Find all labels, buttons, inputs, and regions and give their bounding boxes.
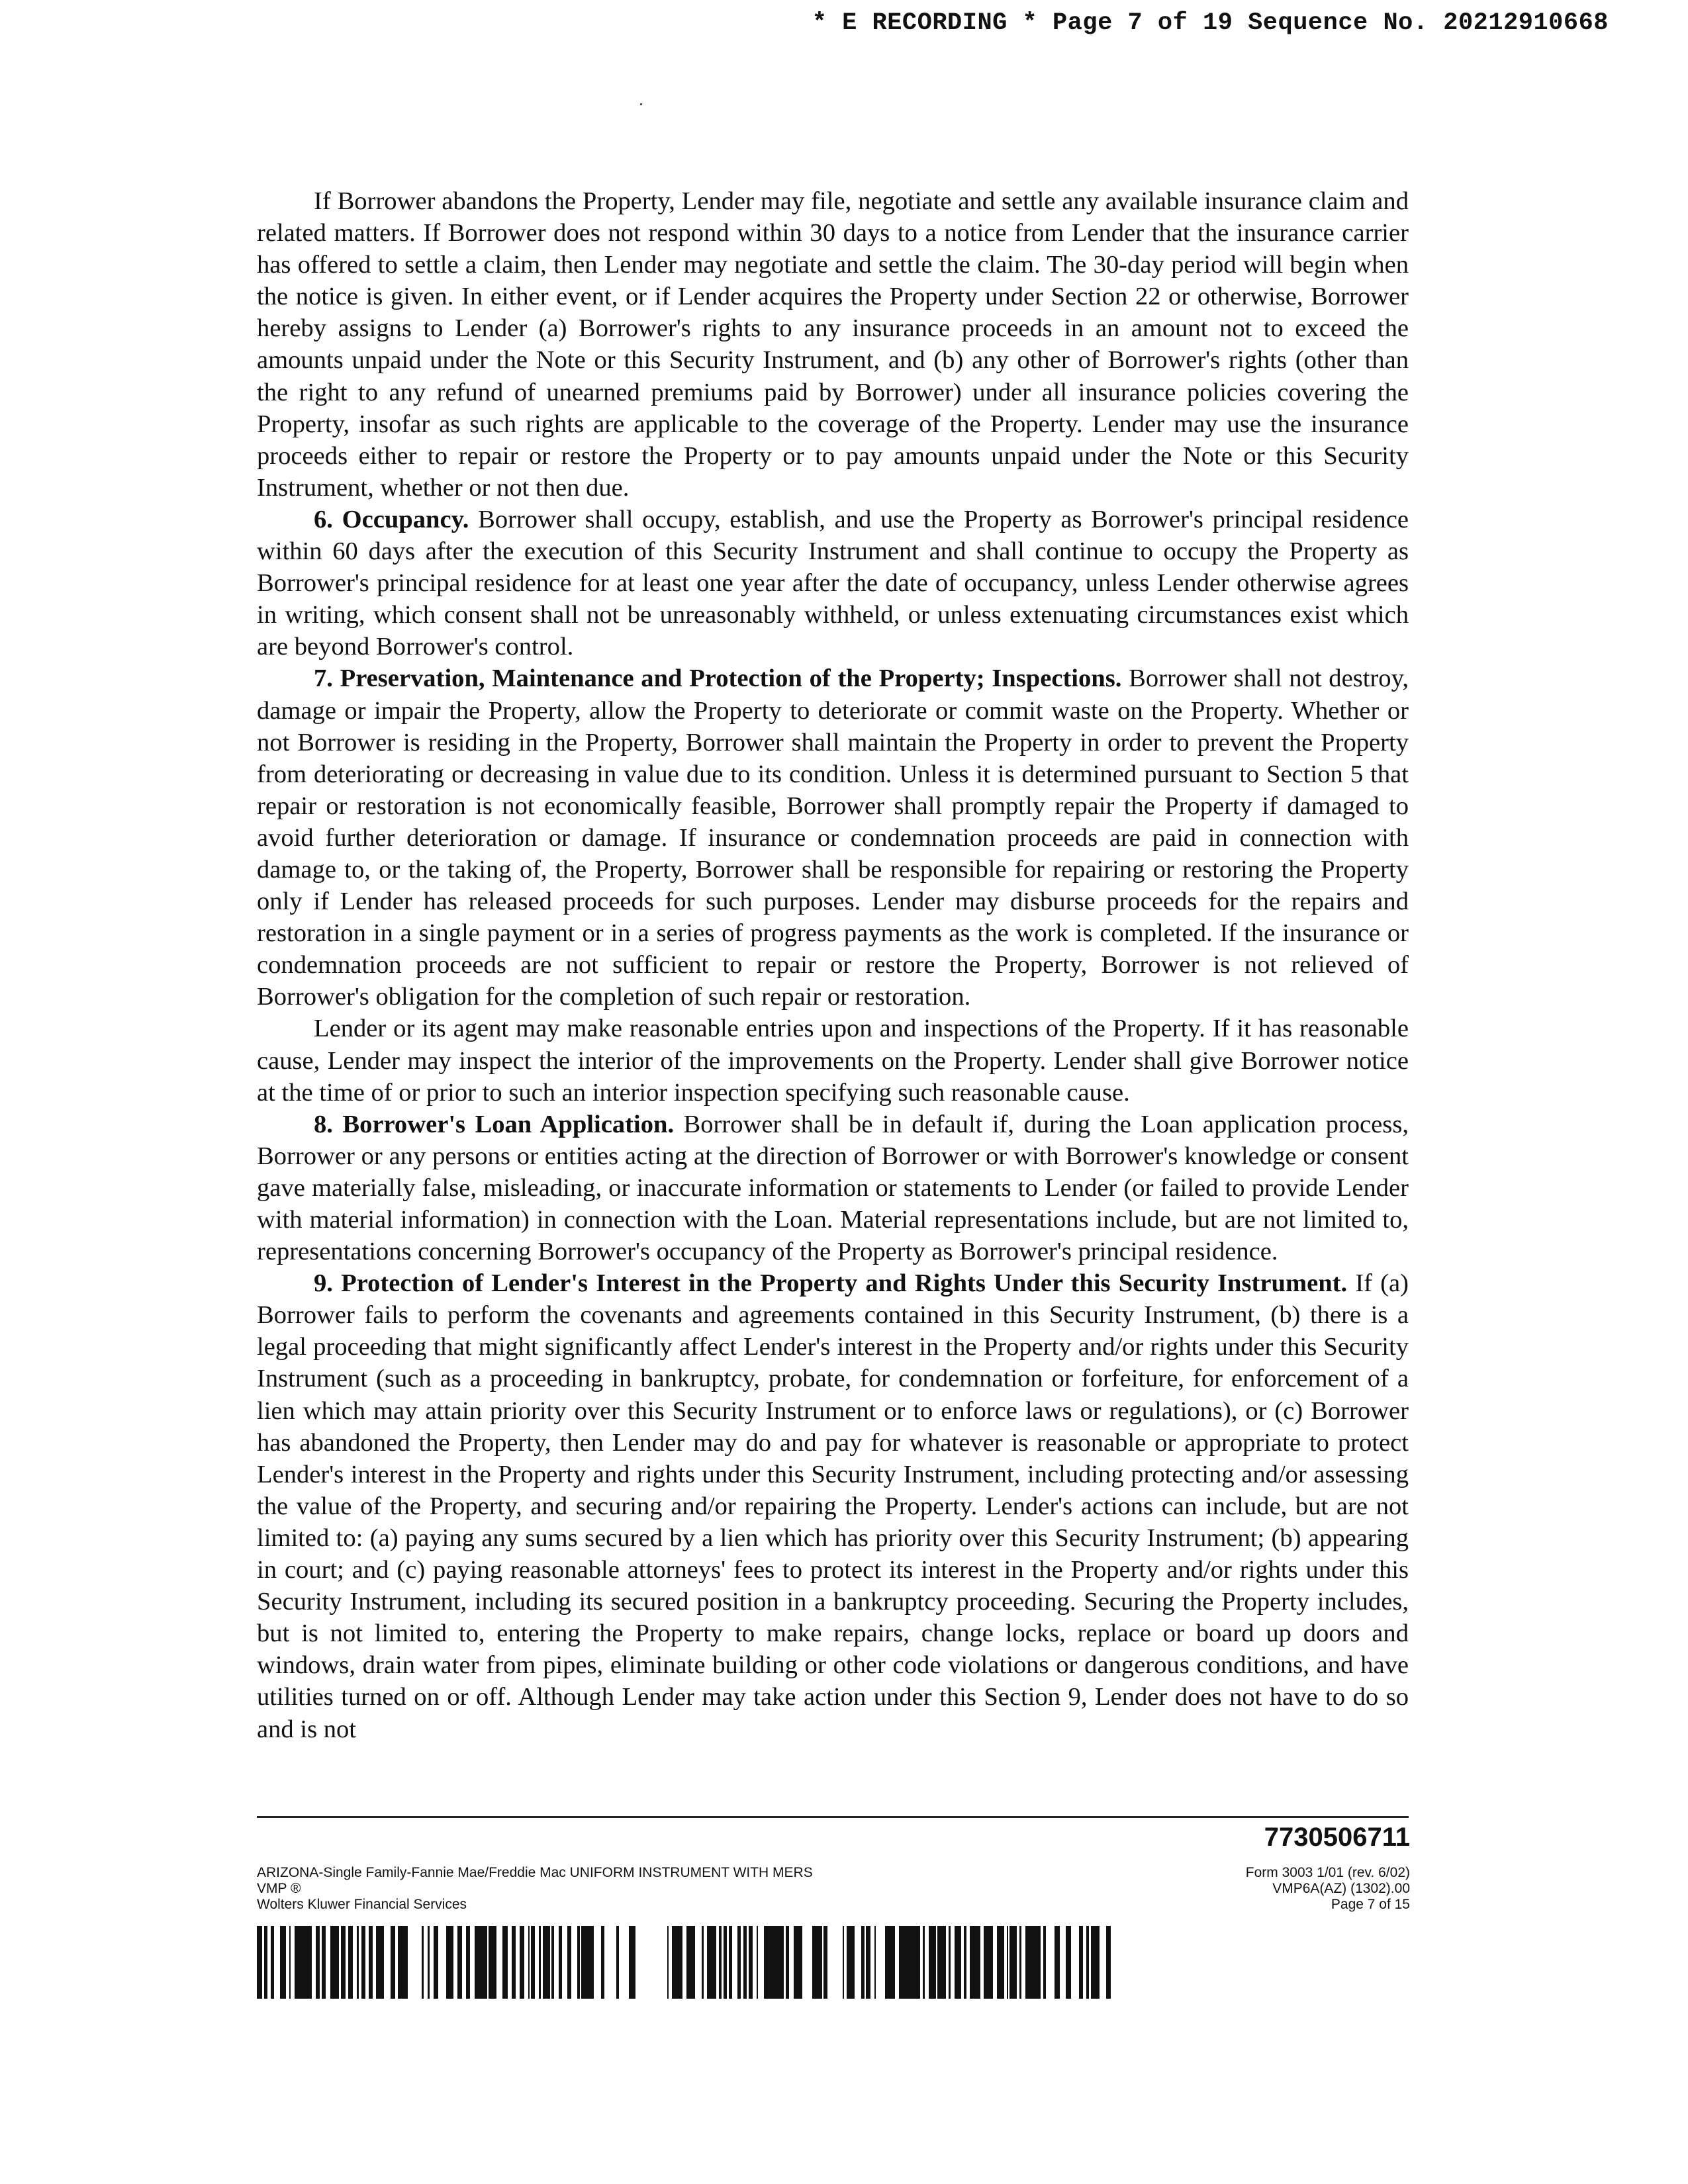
barcode-bar	[592, 1926, 594, 1999]
barcode-bar	[531, 1926, 535, 1999]
barcode-bar	[539, 1926, 541, 1999]
barcode-bar	[702, 1926, 704, 1999]
barcode-bar	[986, 1926, 990, 1999]
barcode-bar	[632, 1926, 635, 1999]
barcode-bar	[816, 1926, 819, 1999]
footer-divider	[257, 1816, 1409, 1818]
barcode-bar	[1066, 1926, 1067, 1999]
barcode-bar	[899, 1926, 903, 1999]
barcode-bar	[512, 1926, 516, 1999]
barcode-bar	[357, 1926, 359, 1999]
barcode-bar	[1106, 1926, 1109, 1999]
barcode-bar	[567, 1926, 571, 1999]
barcode-bar	[504, 1926, 508, 1999]
barcode-bar	[1091, 1926, 1092, 1999]
barcode-bar	[1043, 1926, 1046, 1999]
barcode-bar	[774, 1926, 778, 1999]
barcode-bar	[1000, 1926, 1004, 1999]
barcode-bar	[823, 1926, 825, 1999]
barcode-bar	[1029, 1926, 1032, 1999]
barcode-bar	[750, 1926, 753, 1999]
barcode-bar	[767, 1926, 771, 1999]
barcode-bar	[843, 1926, 844, 1999]
barcode-bar	[976, 1926, 977, 1999]
barcode-bar	[280, 1926, 282, 1999]
barcode-bar	[729, 1926, 732, 1999]
form-identifier	[1246, 1865, 1410, 1913]
barcode-bar	[494, 1926, 496, 1999]
barcode-bar	[428, 1926, 430, 1999]
barcode-bar	[798, 1926, 802, 1999]
barcode-bar	[913, 1926, 914, 1999]
barcode-bar	[970, 1926, 972, 1999]
barcode-bar	[1038, 1926, 1041, 1999]
barcode-bar	[322, 1926, 324, 1999]
form-number: Form 3003 1/01 (rev. 6/02)	[1245, 1865, 1410, 1880]
barcode-bar	[406, 1926, 408, 1999]
barcode-bar	[528, 1926, 530, 1999]
barcode-bar	[861, 1926, 865, 1999]
barcode-bar	[352, 1926, 353, 1999]
form-title: ARIZONA-Single Family-Fannie Mae/Freddie Mac UNIFORM INSTRUMENT WITH MERS	[257, 1865, 813, 1880]
barcode-bar	[522, 1926, 524, 1999]
document-body	[257, 185, 1409, 1745]
barcode-bar	[851, 1926, 855, 1999]
barcode-bar	[581, 1926, 585, 1999]
barcode-bar	[866, 1926, 867, 1999]
barcode-bar	[923, 1926, 925, 1999]
barcode-bar	[589, 1926, 592, 1999]
barcode-bar	[341, 1926, 342, 1999]
barcode-bar	[489, 1926, 491, 1999]
barcode-bar	[675, 1926, 679, 1999]
barcode-bar	[885, 1926, 889, 1999]
barcode-bar	[616, 1926, 619, 1999]
publisher: Wolters Kluwer Financial Services	[257, 1897, 467, 1912]
barcode-bar	[972, 1926, 976, 1999]
barcode-bar	[551, 1926, 554, 1999]
barcode-bar	[446, 1926, 449, 1999]
barcode-bar	[403, 1926, 406, 1999]
barcode-bar	[1067, 1926, 1071, 1999]
barcode-bar	[867, 1926, 870, 1999]
barcode-bar	[794, 1926, 797, 1999]
scan-speck	[640, 103, 642, 105]
barcode-bar	[559, 1926, 560, 1999]
barcode-bar	[1096, 1926, 1100, 1999]
barcode-bar	[771, 1926, 774, 1999]
barcode-bar	[847, 1926, 851, 1999]
barcode-bar	[977, 1926, 979, 1999]
barcode-bar	[393, 1926, 395, 1999]
barcode-bar	[324, 1926, 326, 1999]
barcode-bar	[543, 1926, 546, 1999]
barcode-bar	[457, 1926, 460, 1999]
barcode-bar	[310, 1926, 312, 1999]
barcode-bar	[1094, 1926, 1096, 1999]
barcode-bar	[780, 1926, 784, 1999]
barcode-bar	[825, 1926, 827, 1999]
barcode-bar	[1079, 1926, 1083, 1999]
barcode-bar	[282, 1926, 284, 1999]
paragraph-inspections: Lender or its agent may make reasonable entries upon and inspections of the Property. If it has reasonable cause, Lender may inspect the interior of the improvements on the Property. Lender shall give Borrower notice at the time of or prior to such an interior inspection specifying such reasonable cause.	[257, 1015, 1409, 1107]
barcode-bar	[707, 1926, 710, 1999]
barcode-bar	[910, 1926, 913, 1999]
barcode-bar	[1109, 1926, 1111, 1999]
section-heading: 6. Occupancy.	[314, 505, 469, 533]
paragraph-occupancy: 6. Occupancy. Borrower shall occupy, establish, and use the Property as Borrower's principal residence within 60 days after the execution of this Security Instrument and shall continue to occupy the Property as Borrower's principal residence for at least one year after the date of occupancy, unless Lender otherwise agrees in writing, which consent shall not be unreasonably withheld, or unless extenuating circumstances exist which are beyond Borrower's control.	[257, 505, 1409, 661]
barcode-bar	[672, 1926, 675, 1999]
barcode-bar	[398, 1926, 401, 1999]
section-heading: 9. Protection of Lender's Interest in the Property and Rights Under this Security Instrument.	[314, 1269, 1348, 1298]
barcode-bar	[1086, 1926, 1088, 1999]
form-description	[257, 1865, 813, 1913]
barcode-bar	[937, 1926, 941, 1999]
barcode-bar	[958, 1926, 961, 1999]
barcode-bar	[478, 1926, 479, 1999]
loan-number: 7730506711	[1264, 1823, 1410, 1852]
barcode-bar	[1013, 1926, 1017, 1999]
barcode-bar	[629, 1926, 632, 1999]
barcode-bar	[797, 1926, 798, 1999]
barcode-bar	[819, 1926, 822, 1999]
barcode-bar	[903, 1926, 907, 1999]
barcode-bar	[266, 1926, 267, 1999]
barcode-bar	[929, 1926, 933, 1999]
barcode-bar	[422, 1926, 424, 1999]
section-heading: 7. Preservation, Maintenance and Protection of the Property; Inspections.	[314, 664, 1122, 693]
barcode-bar	[693, 1926, 695, 1999]
barcode-bar	[1025, 1926, 1029, 1999]
barcode-bar	[984, 1926, 986, 1999]
barcode-bar	[1019, 1926, 1021, 1999]
barcode-bar	[933, 1926, 936, 1999]
barcode-bar	[601, 1926, 604, 1999]
barcode-bar	[284, 1926, 286, 1999]
barcode-bar	[667, 1926, 669, 1999]
barcode-bar	[342, 1926, 346, 1999]
barcode-bar	[778, 1926, 780, 1999]
barcode-bar	[560, 1926, 562, 1999]
barcode-bar	[369, 1926, 373, 1999]
paragraph-preservation: 7. Preservation, Maintenance and Protection of the Property; Inspections. Borrower shall not destroy, damage or impair the Property, allow the Property to deteriorate or commit waste on the Property. Whether or not Borrower is residing in the Property, Borrower shall maintain the Property in order to prevent the Property from deteriorating or decreasing in value due to its condition. Unless it is determined pursuant to Section 5 that repair or restoration is not economically feasible, Borrower shall promptly repair the Property if damaged to avoid further deterioration or damage. If insurance or condemnation proceeds are paid in connection with damage to, or the taking of, the Property, Borrower shall be responsible for repairing or restoring the Property only if Lender has released proceeds for such purposes. Lender may disburse proceeds for the repairs and restoration in a single payment or in a series of progress payments as the work is completed. If the insurance or condemnation proceeds are not sufficient to repair or restore the Property, Borrower is not relieved of Borrower's obligation for the completion of such repair or restoration.	[257, 664, 1409, 1011]
barcode-bar	[333, 1926, 336, 1999]
barcode-bar	[907, 1926, 910, 1999]
barcode-bar	[710, 1926, 713, 1999]
barcode-bar	[949, 1926, 951, 1999]
barcode-bar	[502, 1926, 504, 1999]
barcode-bar	[786, 1926, 789, 1999]
barcode-bar	[261, 1926, 262, 1999]
vmp-mark: VMP ®	[257, 1881, 301, 1896]
barcode-bar	[295, 1926, 297, 1999]
form-page-number: Page 7 of 15	[1331, 1897, 1410, 1912]
barcode-bar	[918, 1926, 920, 1999]
barcode-bar	[719, 1926, 722, 1999]
barcode-bar	[520, 1926, 522, 1999]
barcode-bar	[964, 1926, 965, 1999]
barcode-bar	[941, 1926, 944, 1999]
barcode-bar	[316, 1926, 318, 1999]
barcode-bar	[749, 1926, 750, 1999]
barcode	[257, 1926, 1111, 1999]
barcode-bar	[1032, 1926, 1036, 1999]
barcode-bar	[688, 1926, 691, 1999]
barcode-bar	[1088, 1926, 1089, 1999]
barcode-bar	[743, 1926, 747, 1999]
barcode-bar	[1055, 1926, 1058, 1999]
barcode-bar	[391, 1926, 393, 1999]
barcode-bar	[1092, 1926, 1094, 1999]
barcode-bar	[379, 1926, 382, 1999]
barcode-bar	[679, 1926, 682, 1999]
form-code: VMP6A(AZ) (1302).00	[1272, 1881, 1410, 1896]
barcode-bar	[304, 1926, 307, 1999]
barcode-bar	[483, 1926, 487, 1999]
barcode-bar	[686, 1926, 688, 1999]
barcode-bar	[434, 1926, 435, 1999]
barcode-bar	[914, 1926, 918, 1999]
barcode-bar	[466, 1926, 470, 1999]
barcode-bar	[336, 1926, 339, 1999]
barcode-bar	[724, 1926, 727, 1999]
barcode-bar	[301, 1926, 304, 1999]
barcode-bar	[435, 1926, 438, 1999]
barcode-bar	[1036, 1926, 1038, 1999]
barcode-bar	[1011, 1926, 1013, 1999]
barcode-bar	[997, 1926, 1000, 1999]
barcode-bar	[330, 1926, 333, 1999]
barcode-bar	[737, 1926, 741, 1999]
barcode-bar	[691, 1926, 693, 1999]
barcode-bar	[757, 1926, 758, 1999]
barcode-bar	[475, 1926, 478, 1999]
barcode-bar	[257, 1926, 261, 1999]
barcode-bar	[764, 1926, 767, 1999]
barcode-bar	[1009, 1926, 1011, 1999]
barcode-bar	[577, 1926, 580, 1999]
barcode-bar	[585, 1926, 589, 1999]
barcode-bar	[449, 1926, 453, 1999]
recording-header: * E RECORDING * Page 7 of 19 Sequence No. 20212910668	[812, 9, 1609, 37]
barcode-bar	[289, 1926, 291, 1999]
barcode-bar	[297, 1926, 301, 1999]
barcode-bar	[892, 1926, 895, 1999]
barcode-bar	[401, 1926, 403, 1999]
barcode-bar	[965, 1926, 966, 1999]
barcode-bar	[889, 1926, 892, 1999]
barcode-bar	[990, 1926, 993, 1999]
barcode-bar	[318, 1926, 320, 1999]
barcode-bar	[361, 1926, 365, 1999]
barcode-bar	[382, 1926, 384, 1999]
barcode-bar	[271, 1926, 274, 1999]
section-heading: 8. Borrower's Loan Application.	[314, 1110, 675, 1138]
barcode-bar	[348, 1926, 352, 1999]
barcode-bar	[307, 1926, 310, 1999]
barcode-bar	[874, 1926, 876, 1999]
barcode-bar	[479, 1926, 483, 1999]
barcode-bar	[460, 1926, 462, 1999]
barcode-bar	[713, 1926, 716, 1999]
paragraph-insurance-claims: If Borrower abandons the Property, Lender may file, negotiate and settle any available insurance claim and related matters. If Borrower does not respond within 30 days to a notice from Lender that the insurance carrier has offered to settle a claim, then Lender may negotiate and settle the claim. The 30-day period will begin when the notice is given. In either event, or if Lender acquires the Property under Section 22 or otherwise, Borrower hereby assigns to Lender (a) Borrower's rights to any insurance proceeds in an amount not to exceed the amounts unpaid under the Note or this Security Instrument, and (b) any other of Borrower's rights (other than the right to any refund of unearned premiums paid by Borrower) under all insurance policies covering the Property, insofar as such rights are applicable to the coverage of the Property. Lender may use the insurance proceeds either to repair or restore the Property or to pay amounts unpaid under the Note or this Security Instrument, whether or not then due.	[257, 187, 1409, 502]
paragraph-protection-of-interest: 9. Protection of Lender's Interest in the Property and Rights Under this Security Instrument. If (a) Borrower fails to perform the covenants and agreements contained in this Security Instrument, (b) there is a legal proceeding that might significantly affect Lender's interest in the Property and/or rights under this Security Instrument (such as a proceeding in bankruptcy, probate, for condemnation or forfeiture, for enforcement of a lien which may attain priority over this Security Instrument or to enforce laws or regulations), or (c) Borrower has abandoned the Property, then Lender may do and pay for whatever is reasonable or appropriate to protect Lender's interest in the Property and rights under this Security Instrument, including protecting and/or assessing the value of the Property, and securing and/or repairing the Property. Lender's actions can include, but are not limited to: (a) paying any sums secured by a lien which has priority over this Security Instrument; (b) appearing in court; and (c) paying reasonable attorneys' fees to protect its interest in the Property and/or rights under this Security Instrument, including its secured position in a bankruptcy proceeding. Securing the Property includes, but is not limited to, entering the Property to make repairs, change locks, replace or board up doors and windows, drain water from pipes, eliminate building or other code violations or dangerous conditions, and have utilities turned on or off. Although Lender may take action under this Section 9, Lender does not have to do so and is not	[257, 1269, 1409, 1743]
barcode-bar	[1007, 1926, 1008, 1999]
barcode-bar	[546, 1926, 550, 1999]
barcode-bar	[979, 1926, 980, 1999]
barcode-bar	[944, 1926, 946, 1999]
barcode-bar	[1058, 1926, 1060, 1999]
barcode-bar	[955, 1926, 958, 1999]
barcode-bar	[812, 1926, 816, 1999]
barcode-bar	[376, 1926, 379, 1999]
barcode-bar	[264, 1926, 266, 1999]
paragraph-loan-application: 8. Borrower's Loan Application. Borrower shall be in default if, during the Loan application process, Borrower or any persons or entities acting at the direction of Borrower or with Borrower's knowledge or consent gave materially false, misleading, or inaccurate information or statements to Lender (or failed to provide Lender with material information) in connection with the Loan. Material representations include, but are not limited to, representations concerning Borrower's occupancy of the Property as Borrower's principal residence.	[257, 1110, 1409, 1266]
barcode-bar	[491, 1926, 494, 1999]
